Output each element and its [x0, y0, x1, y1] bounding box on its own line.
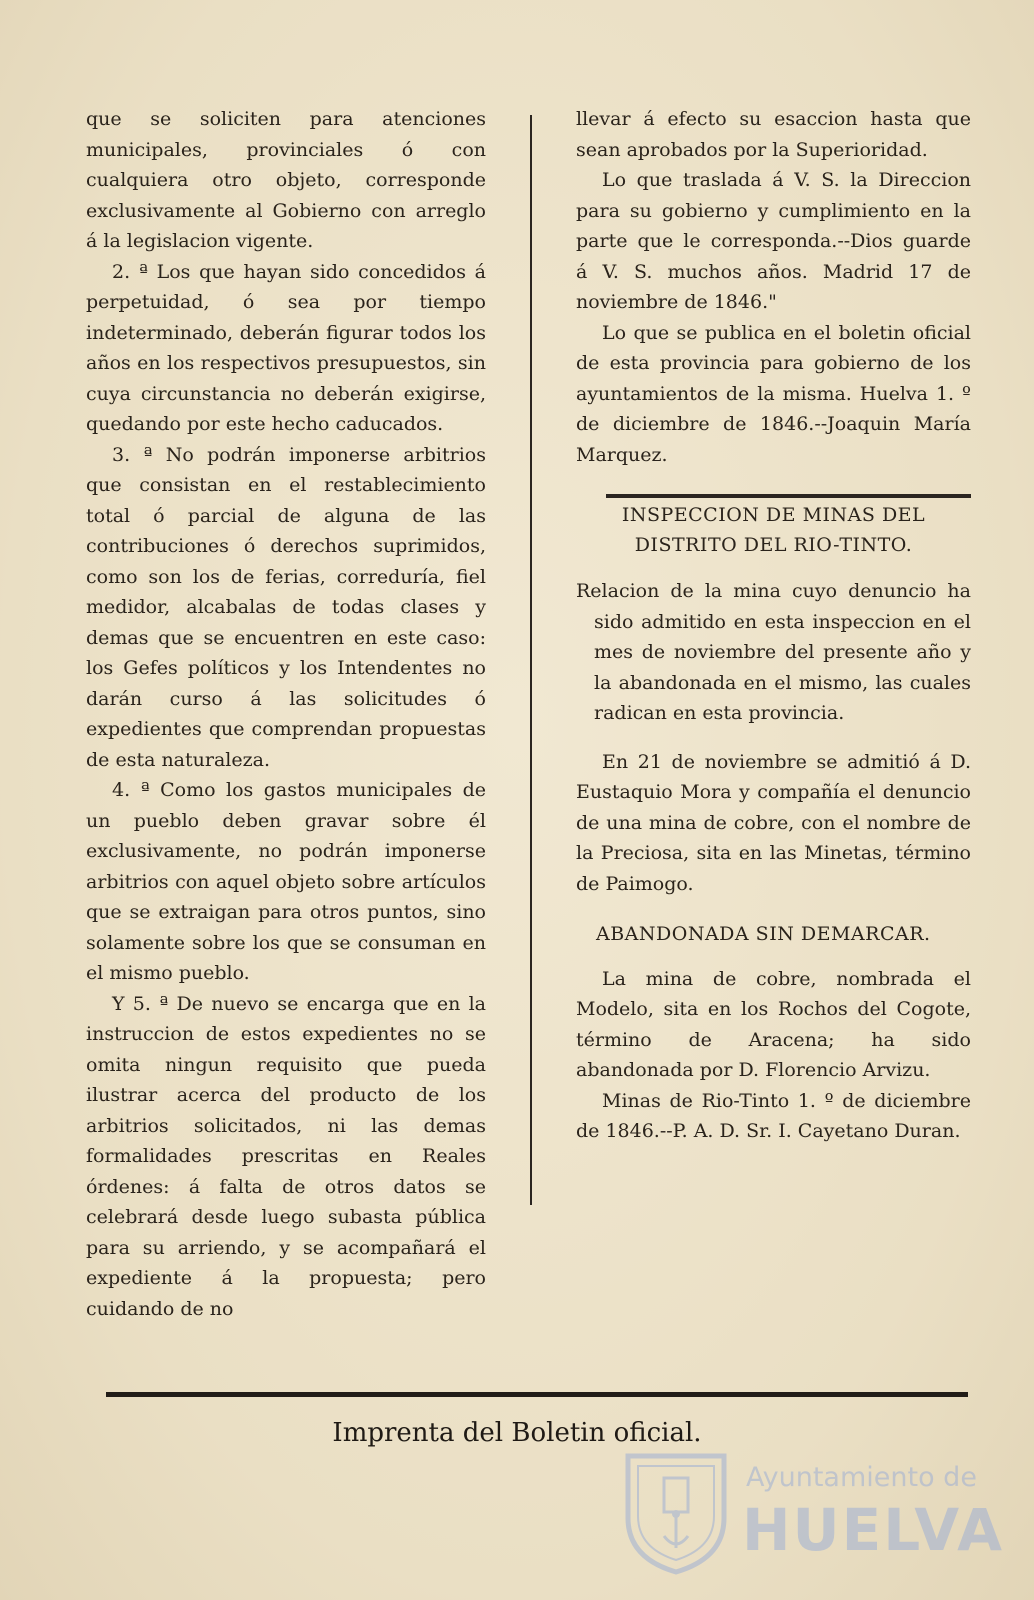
column-divider [530, 115, 532, 1205]
right-paragraph-1: llevar á efecto su esaccion hasta que sean aprobados por la Superioridad. [576, 108, 971, 161]
left-paragraph-3: 3. ª No podrán imponerse arbitrios que consistan en el restablecimiento total ó parcial de alguna de las contribuciones ó derechos suprimidos, como son los de ferias, correduría, fiel medidor, alcabalas de todas clases y demas que se encuentren en este caso: los Gefes políticos y los Intendentes no darán curso á las solicitudes ó expedientes que comprendan propuestas de esta naturaleza. [86, 443, 486, 771]
left-paragraph-5: Y 5. ª De nuevo se encarga que en la instruccion de estos expedientes no se omita ningun requisito que pueda ilustrar acerca del producto de los arbitrios solicitados, ni las demas formalidades prescritas en Reales órdenes: á falta de otros datos se celebrará desde luego subasta pública para su arriendo, y se acompañará el expediente á la propuesta; pero cuidando de no [86, 992, 486, 1320]
relation-paragraph: Relacion de la mina cuyo denuncio ha sido admitido en esta inspeccion en el mes de noviembre del presente año y la abandonada en el mismo, las cuales radican en esta provincia. [576, 580, 971, 724]
left-paragraph-2: 2. ª Los que hayan sido concedidos á perpetuidad, ó sea por tiempo indeterminado, deberán figurar todos los años en los respectivos presupuestos, sin cuya circunstancia no deberán exigirse, quedando por este hecho caducados. [86, 260, 486, 435]
abandoned-paragraph: La mina de cobre, nombrada el Modelo, sita en los Rochos del Cogote, término de Aracena; ha sido abandonada por D. Florencio Arvizu. [576, 967, 971, 1081]
right-column [576, 104, 971, 1147]
signature-paragraph: Minas de Rio-Tinto 1. º de diciembre de 1846.--P. A. D. Sr. I. Cayetano Duran. [576, 1089, 971, 1142]
watermark-line-2: HUELVA [742, 1496, 1005, 1564]
section-divider [606, 494, 971, 498]
right-paragraph-3: Lo que se publica en el boletin oficial de esta provincia para gobierno de los ayuntamientos de la misma. Huelva 1. º de diciembre de 1846.--Joaquin María Marquez. [576, 321, 971, 466]
left-paragraph-1: que se soliciten para atenciones municipales, provinciales ó con cualquiera otro objeto, corresponde exclusivamente al Gobierno con arreglo á la legislacion vigente. [86, 108, 486, 252]
watermark-line-1: Ayuntamiento de [746, 1462, 977, 1493]
footer-rule [106, 1392, 968, 1397]
right-paragraph-2: Lo que traslada á V. S. la Direccion para su gobierno y cumplimiento en la parte que le corresponda.--Dios guarde á V. S. muchos años. Madrid 17 de noviembre de 1846." [576, 169, 971, 313]
left-paragraph-4: 4. ª Como los gastos municipales de un pueblo deben gravar sobre él exclusivamente, no podrán imponerse arbitrios con aquel objeto sobre artículos que se extraigan para otros puntos, sino solamente sobre los que se consuman en el mismo pueblo. [86, 779, 486, 984]
footer-imprint: Imprenta del Boletin oficial. [332, 1418, 702, 1448]
watermark [620, 1448, 1005, 1578]
denuncio-paragraph: En 21 de noviembre se admitió á D. Eustaquio Mora y compañía el denuncio de una mina de cobre, con el nombre de la Preciosa, sita en las Minetas, término de Paimogo. [576, 750, 971, 895]
abandoned-title: ABANDONADA SIN DEMARCAR. [596, 923, 931, 945]
left-column [86, 104, 486, 1324]
coat-of-arms-icon [620, 1448, 732, 1576]
section-title: INSPECCION DE MINAS DEL DISTRITO DEL RIO-TINTO. [621, 504, 926, 556]
